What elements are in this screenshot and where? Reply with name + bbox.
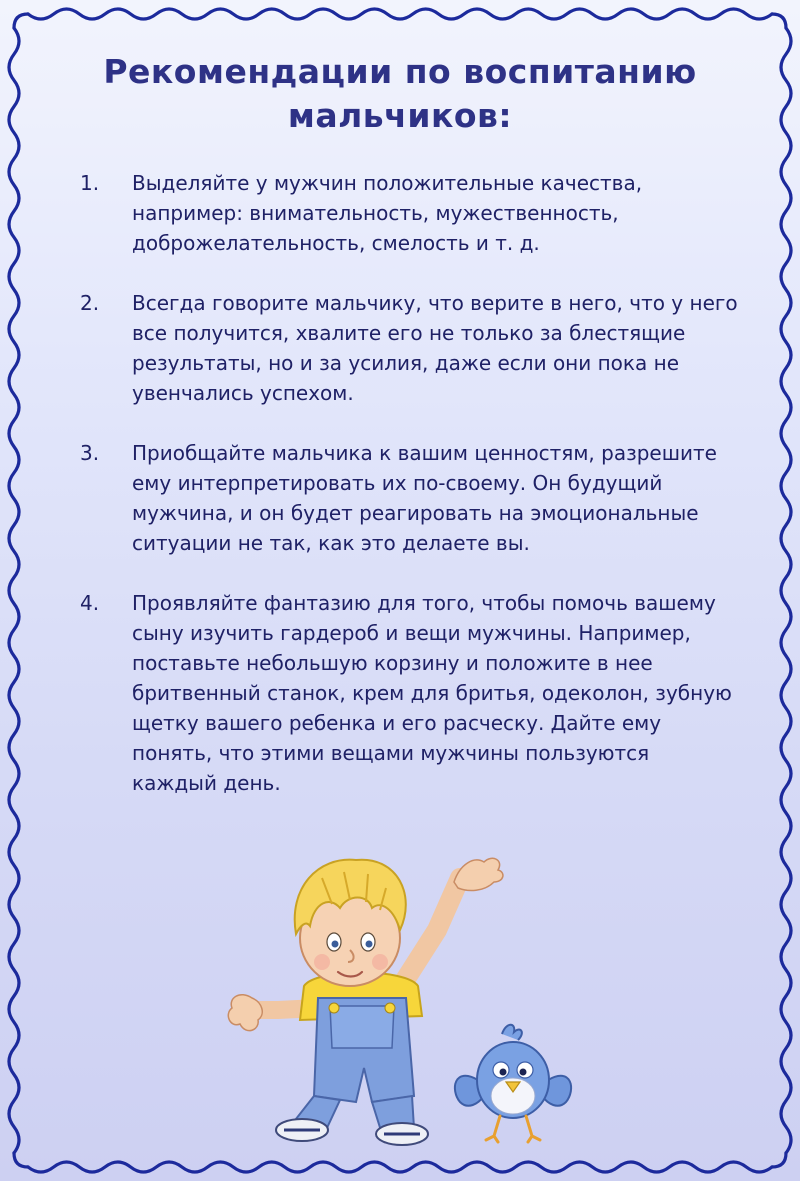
item-number: 4. (80, 591, 100, 615)
item-text: Выделяйте у мужчин положительные качества, например: внимательность, мужественность, доброжелательность, смелость и т. д. (132, 171, 643, 255)
recommendation-item (80, 588, 740, 798)
item-text: Всегда говорите мальчику, что верите в него, что у него все получится, хвалите его не только за блестящие результаты, но и за усилия, даже если они пока не увенчались успехом. (132, 291, 738, 405)
item-number: 3. (80, 441, 100, 465)
recommendation-item (80, 288, 740, 408)
recommendation-item (80, 168, 740, 258)
item-number: 1. (80, 171, 100, 195)
recommendation-item (80, 438, 740, 558)
bird-illustration (448, 1020, 578, 1145)
item-text: Проявляйте фантазию для того, чтобы помочь вашему сыну изучить гардероб и вещи мужчины. Например, поставьте небольшую корзину и положите в нее бритвенный станок, крем для бритья, одеколон, зубную щетку вашего ребенка и его расческу. Дайте ему понять, что этими вещами мужчины пользуются каждый день. (132, 591, 732, 795)
page-title: Рекомендации по воспитанию мальчиков: (103, 52, 697, 135)
item-number: 2. (80, 291, 100, 315)
recommendation-list (80, 168, 740, 828)
item-text: Приобщайте мальчика к вашим ценностям, разрешите ему интерпретировать их по-своему. Он будущий мужчина, и он будет реагировать на эмоциональные ситуации не так, как это делаете вы. (132, 441, 717, 555)
